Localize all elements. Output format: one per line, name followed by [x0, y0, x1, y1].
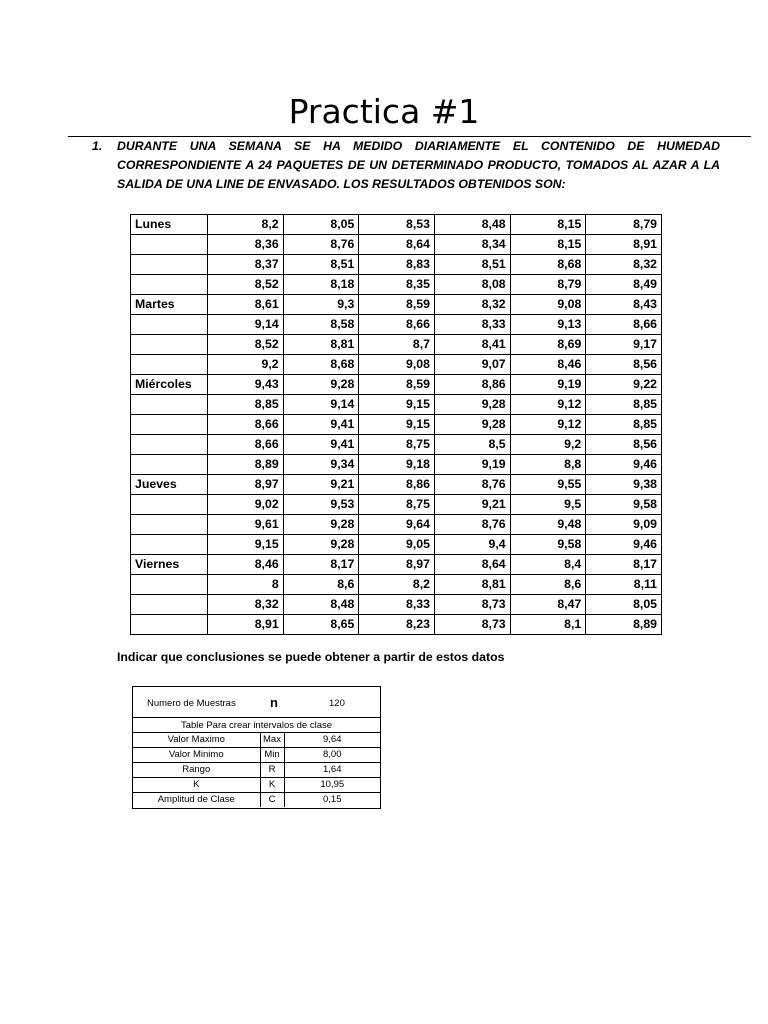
table-row	[131, 555, 662, 575]
day-label	[131, 535, 208, 555]
moisture-value: 9,02	[208, 495, 284, 515]
table-row	[131, 435, 662, 455]
summary-label: Rango	[133, 763, 260, 778]
day-label	[131, 435, 208, 455]
table-row	[131, 615, 662, 635]
day-label: Miércoles	[131, 375, 208, 395]
moisture-value: 9,58	[586, 495, 662, 515]
table-row	[131, 515, 662, 535]
moisture-data-table	[130, 214, 662, 635]
moisture-value: 8,79	[586, 215, 662, 235]
moisture-value: 9,12	[510, 395, 586, 415]
moisture-value: 8,53	[359, 215, 435, 235]
moisture-value: 9,28	[283, 535, 359, 555]
table-row	[131, 255, 662, 275]
summary-symbol: R	[260, 763, 284, 778]
summary-value: 8,00	[284, 748, 380, 763]
moisture-value: 8,51	[434, 255, 510, 275]
moisture-value: 8,32	[434, 295, 510, 315]
moisture-value: 8,8	[510, 455, 586, 475]
moisture-value: 8,89	[208, 455, 284, 475]
class-interval-table	[133, 733, 380, 807]
moisture-value: 9,58	[510, 535, 586, 555]
summary-symbol: C	[260, 793, 284, 808]
moisture-value: 8,32	[208, 595, 284, 615]
moisture-value: 8,59	[359, 375, 435, 395]
moisture-value: 9,5	[510, 495, 586, 515]
moisture-value: 8,66	[586, 315, 662, 335]
summary-label: K	[133, 778, 260, 793]
moisture-value: 9,15	[359, 415, 435, 435]
question-number: 1.	[92, 139, 103, 153]
day-label	[131, 235, 208, 255]
day-label	[131, 355, 208, 375]
moisture-value: 9,17	[586, 335, 662, 355]
moisture-value: 8,47	[510, 595, 586, 615]
moisture-value: 9,48	[510, 515, 586, 535]
moisture-value: 8,43	[586, 295, 662, 315]
moisture-value: 8,56	[586, 355, 662, 375]
table-row	[131, 575, 662, 595]
samples-header	[133, 687, 380, 718]
moisture-value: 8,17	[283, 555, 359, 575]
summary-value: 1,64	[284, 763, 380, 778]
moisture-value: 9,19	[510, 375, 586, 395]
moisture-value: 9,28	[434, 415, 510, 435]
moisture-value: 9,2	[510, 435, 586, 455]
moisture-value: 9,19	[434, 455, 510, 475]
moisture-value: 8,18	[283, 275, 359, 295]
day-label: Lunes	[131, 215, 208, 235]
moisture-value: 9,61	[208, 515, 284, 535]
moisture-value: 8,64	[434, 555, 510, 575]
moisture-value: 8,68	[283, 355, 359, 375]
day-label	[131, 335, 208, 355]
moisture-value: 9,18	[359, 455, 435, 475]
conclusion-prompt: Indicar que conclusiones se puede obtener a partir de estos datos	[117, 650, 505, 664]
summary-row	[133, 748, 380, 763]
moisture-value: 8,68	[510, 255, 586, 275]
moisture-value: 8,81	[283, 335, 359, 355]
moisture-value: 8,2	[359, 575, 435, 595]
moisture-value: 8,86	[434, 375, 510, 395]
moisture-value: 8	[208, 575, 284, 595]
moisture-value: 8,48	[434, 215, 510, 235]
day-label: Jueves	[131, 475, 208, 495]
moisture-value: 8,89	[586, 615, 662, 635]
moisture-value: 9,34	[283, 455, 359, 475]
day-label	[131, 615, 208, 635]
moisture-value: 9,09	[586, 515, 662, 535]
summary-table	[132, 686, 381, 809]
table-row	[131, 495, 662, 515]
day-label: Viernes	[131, 555, 208, 575]
moisture-value: 8,66	[208, 435, 284, 455]
summary-label: Amplitud de Clase	[133, 793, 260, 808]
moisture-value: 8,52	[208, 335, 284, 355]
table-row	[131, 275, 662, 295]
moisture-value: 8,34	[434, 235, 510, 255]
moisture-value: 9,43	[208, 375, 284, 395]
moisture-value: 8,2	[208, 215, 284, 235]
moisture-value: 8,85	[586, 415, 662, 435]
moisture-value: 9,46	[586, 455, 662, 475]
moisture-value: 8,73	[434, 615, 510, 635]
day-label: Martes	[131, 295, 208, 315]
moisture-value: 9,2	[208, 355, 284, 375]
moisture-value: 8,35	[359, 275, 435, 295]
moisture-value: 8,52	[208, 275, 284, 295]
moisture-value: 8,51	[283, 255, 359, 275]
moisture-value: 9,08	[510, 295, 586, 315]
summary-value: 10,95	[284, 778, 380, 793]
day-label	[131, 575, 208, 595]
moisture-value: 9,64	[359, 515, 435, 535]
question-block	[92, 137, 720, 194]
table-row	[131, 355, 662, 375]
moisture-value: 9,28	[434, 395, 510, 415]
moisture-value: 9,05	[359, 535, 435, 555]
moisture-value: 8,75	[359, 435, 435, 455]
moisture-value: 8,65	[283, 615, 359, 635]
moisture-value: 9,4	[434, 535, 510, 555]
day-label	[131, 315, 208, 335]
moisture-value: 9,41	[283, 415, 359, 435]
moisture-value: 9,15	[208, 535, 284, 555]
moisture-value: 9,28	[283, 375, 359, 395]
table-row	[131, 415, 662, 435]
moisture-value: 8,61	[208, 295, 284, 315]
moisture-value: 9,3	[283, 295, 359, 315]
table-row	[131, 335, 662, 355]
moisture-value: 8,4	[510, 555, 586, 575]
table-row	[131, 315, 662, 335]
moisture-value: 8,69	[510, 335, 586, 355]
moisture-value: 8,83	[359, 255, 435, 275]
moisture-value: 9,14	[208, 315, 284, 335]
moisture-value: 8,46	[208, 555, 284, 575]
moisture-value: 9,08	[359, 355, 435, 375]
moisture-value: 8,85	[586, 395, 662, 415]
samples-label: Numero de Muestras	[147, 698, 236, 709]
day-label	[131, 415, 208, 435]
moisture-value: 9,07	[434, 355, 510, 375]
moisture-value: 8,15	[510, 215, 586, 235]
samples-value: 120	[329, 698, 345, 709]
question-text: DURANTE UNA SEMANA SE HA MEDIDO DIARIAMENTE EL CONTENIDO DE HUMEDAD CORRESPONDIENTE A 24 PAQUETES DE UN DETERMINADO PRODUCTO, TOMADOS AL AZAR A LA SALIDA DE UNA LINE DE ENVASADO. LOS RESULTADOS OBTENIDOS SON:	[117, 139, 720, 191]
moisture-value: 8,08	[434, 275, 510, 295]
summary-symbol: Min	[260, 748, 284, 763]
moisture-value: 8,15	[510, 235, 586, 255]
moisture-value: 8,1	[510, 615, 586, 635]
table-row	[131, 395, 662, 415]
moisture-value: 8,7	[359, 335, 435, 355]
moisture-value: 8,79	[510, 275, 586, 295]
moisture-value: 8,6	[283, 575, 359, 595]
table-row	[131, 235, 662, 255]
moisture-value: 9,15	[359, 395, 435, 415]
moisture-value: 8,49	[586, 275, 662, 295]
summary-value: 9,64	[284, 733, 380, 748]
moisture-value: 8,33	[359, 595, 435, 615]
moisture-value: 8,86	[359, 475, 435, 495]
day-label	[131, 275, 208, 295]
moisture-value: 8,66	[208, 415, 284, 435]
moisture-value: 9,21	[283, 475, 359, 495]
moisture-value: 8,05	[586, 595, 662, 615]
moisture-value: 8,46	[510, 355, 586, 375]
moisture-value: 8,6	[510, 575, 586, 595]
day-label	[131, 595, 208, 615]
moisture-value: 9,21	[434, 495, 510, 515]
moisture-value: 9,14	[283, 395, 359, 415]
table-row	[131, 375, 662, 395]
table-row	[131, 455, 662, 475]
moisture-value: 8,64	[359, 235, 435, 255]
summary-row	[133, 793, 380, 808]
samples-symbol: n	[270, 695, 278, 710]
moisture-value: 8,36	[208, 235, 284, 255]
day-label	[131, 515, 208, 535]
day-label	[131, 455, 208, 475]
table-row	[131, 595, 662, 615]
moisture-value: 8,73	[434, 595, 510, 615]
moisture-value: 8,5	[434, 435, 510, 455]
moisture-value: 8,11	[586, 575, 662, 595]
moisture-value: 8,05	[283, 215, 359, 235]
moisture-value: 9,53	[283, 495, 359, 515]
moisture-value: 8,81	[434, 575, 510, 595]
moisture-value: 8,23	[359, 615, 435, 635]
moisture-value: 8,32	[586, 255, 662, 275]
summary-label: Valor Minimo	[133, 748, 260, 763]
moisture-value: 8,76	[434, 515, 510, 535]
moisture-value: 9,22	[586, 375, 662, 395]
moisture-value: 9,12	[510, 415, 586, 435]
table-row	[131, 535, 662, 555]
summary-symbol: Max	[260, 733, 284, 748]
day-label	[131, 255, 208, 275]
summary-row	[133, 733, 380, 748]
moisture-value: 9,28	[283, 515, 359, 535]
moisture-value: 8,76	[283, 235, 359, 255]
moisture-value: 8,75	[359, 495, 435, 515]
moisture-value: 8,37	[208, 255, 284, 275]
moisture-value: 9,38	[586, 475, 662, 495]
moisture-value: 8,97	[359, 555, 435, 575]
moisture-value: 9,55	[510, 475, 586, 495]
moisture-value: 9,41	[283, 435, 359, 455]
moisture-value: 8,66	[359, 315, 435, 335]
moisture-value: 8,58	[283, 315, 359, 335]
moisture-value: 8,76	[434, 475, 510, 495]
table-row	[131, 475, 662, 495]
table-row	[131, 215, 662, 235]
moisture-value: 9,46	[586, 535, 662, 555]
moisture-value: 8,91	[208, 615, 284, 635]
summary-row	[133, 763, 380, 778]
moisture-value: 8,91	[586, 235, 662, 255]
summary-subtitle: Table Para crear intervalos de clase	[133, 718, 380, 733]
moisture-value: 8,97	[208, 475, 284, 495]
summary-symbol: K	[260, 778, 284, 793]
moisture-value: 8,33	[434, 315, 510, 335]
moisture-value: 8,56	[586, 435, 662, 455]
moisture-value: 8,85	[208, 395, 284, 415]
moisture-value: 8,48	[283, 595, 359, 615]
summary-label: Valor Maximo	[133, 733, 260, 748]
table-row	[131, 295, 662, 315]
moisture-value: 8,17	[586, 555, 662, 575]
summary-value: 0,15	[323, 794, 342, 806]
day-label	[131, 395, 208, 415]
moisture-value: 9,13	[510, 315, 586, 335]
summary-row	[133, 778, 380, 793]
page-title: Practica #1	[288, 92, 480, 131]
day-label	[131, 495, 208, 515]
moisture-value: 8,59	[359, 295, 435, 315]
moisture-value: 8,41	[434, 335, 510, 355]
